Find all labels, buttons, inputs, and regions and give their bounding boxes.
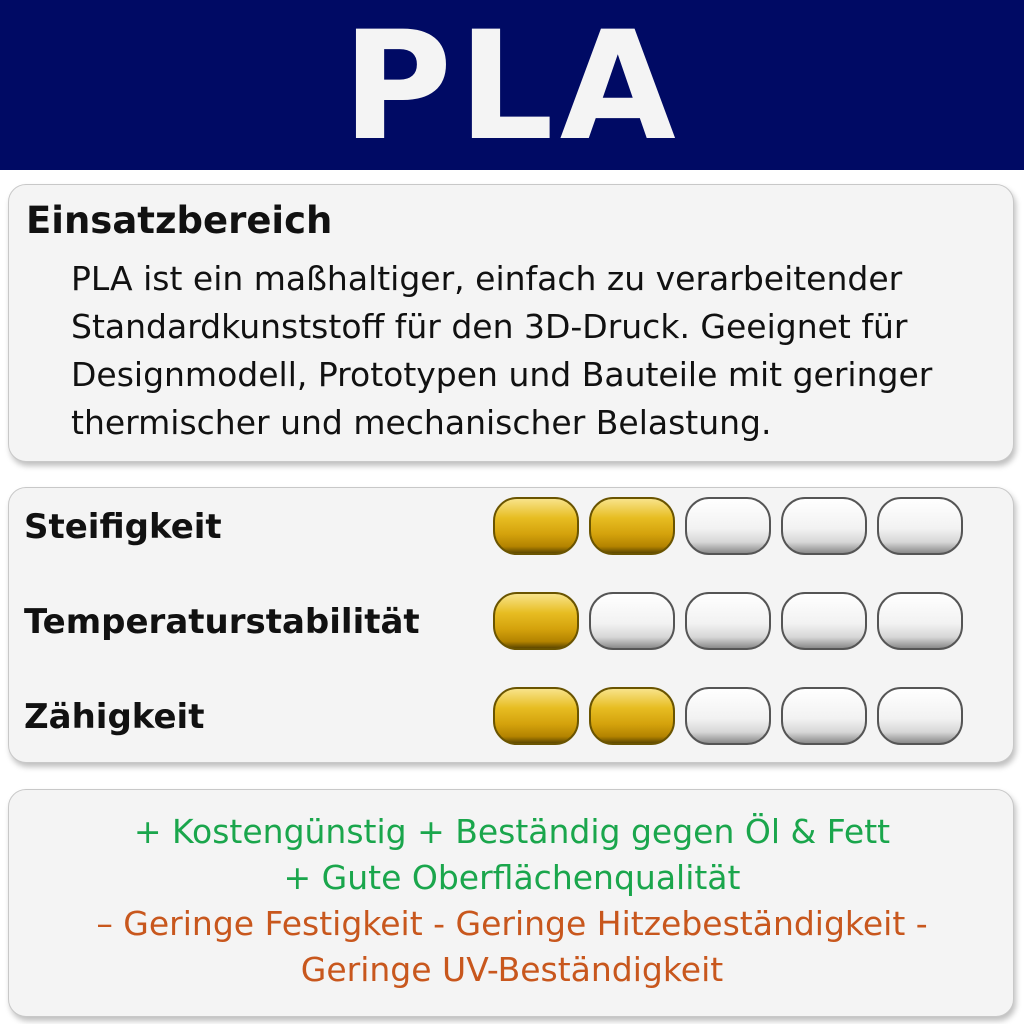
einsatzbereich-heading: Einsatzbereich (26, 199, 333, 242)
rating-label-temperaturstabilitaet: Temperaturstabilität (24, 602, 420, 642)
rating-pill-empty (685, 592, 771, 650)
rating-row-temperaturstabilitaet (9, 590, 1015, 654)
rating-pill-filled (493, 497, 579, 555)
rating-label-steifigkeit: Steifigkeit (24, 507, 222, 547)
rating-pills-zaehigkeit (493, 685, 973, 749)
cons-line-2: Geringe UV-Beständigkeit (300, 950, 724, 989)
rating-pill-empty (685, 687, 771, 745)
rating-pill-empty (589, 592, 675, 650)
rating-pill-empty (781, 592, 867, 650)
einsatzbereich-card (8, 184, 1014, 462)
pros-cons-card (8, 789, 1014, 1017)
einsatzbereich-description: PLA ist ein maßhaltiger, einfach zu verarbeitender Standardkunststoff für den 3D-Druck. Geeignet für Designmodell, Prototypen und Bauteile mit geringer thermischer und mechanischer Belastung. (71, 259, 933, 442)
rating-pill-empty (781, 687, 867, 745)
header-banner (0, 0, 1024, 174)
pros-line-2: + Gute Oberflächenqualität (283, 858, 741, 897)
rating-label-zaehigkeit: Zähigkeit (24, 697, 205, 737)
material-title: PLA (342, 0, 682, 174)
rating-pill-filled (493, 687, 579, 745)
ratings-card (8, 487, 1014, 763)
rating-pill-empty (877, 497, 963, 555)
rating-pill-filled (493, 592, 579, 650)
rating-pill-empty (877, 687, 963, 745)
rating-pill-empty (781, 497, 867, 555)
rating-pills-steifigkeit (493, 495, 973, 559)
rating-pill-filled (589, 687, 675, 745)
rating-pills-temperaturstabilitaet (493, 590, 973, 654)
cons-line-1: – Geringe Festigkeit - Geringe Hitzebeständigkeit - (96, 904, 928, 943)
rating-pill-empty (685, 497, 771, 555)
rating-pill-empty (877, 592, 963, 650)
rating-pill-filled (589, 497, 675, 555)
pros-line-1: + Kostengünstig + Beständig gegen Öl & Fett (133, 812, 891, 851)
rating-row-steifigkeit (9, 495, 1015, 559)
rating-row-zaehigkeit (9, 685, 1015, 749)
